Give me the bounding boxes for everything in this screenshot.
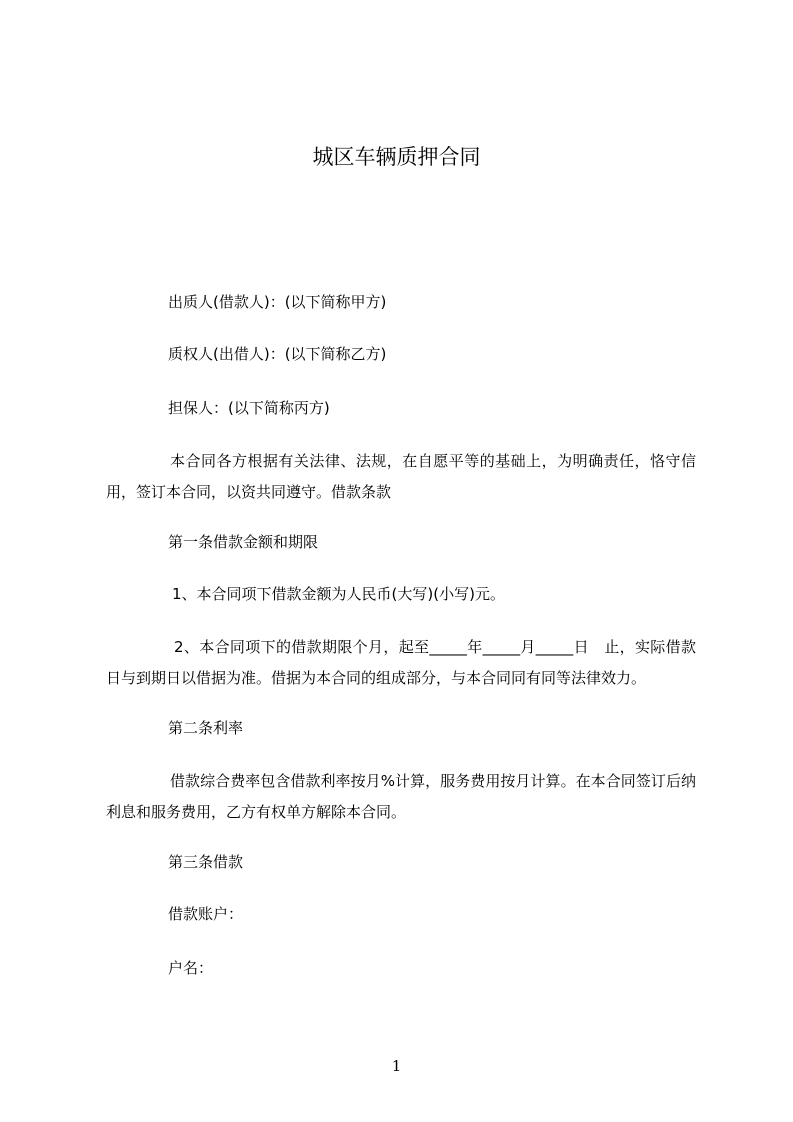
article1-item2: 2、本合同项下的借款期限个月，起至_____年_____月_____日 止，实际借款日与到期日以借据为准。借据为本合同的组成部分，与本合同同有同等法律效力。	[106, 638, 696, 687]
account-name-label: 户名：	[168, 959, 214, 977]
account-label: 借款账户：	[168, 905, 244, 923]
article1-heading: 第一条借款金额和期限	[168, 533, 319, 551]
guarantor-line: 担保人：(以下简称丙方)	[168, 399, 330, 417]
article1-item1: 1、本合同项下借款金额为人民币(大写)(小写)元。	[172, 585, 505, 603]
article2-heading: 第二条利率	[168, 719, 244, 737]
article2-paragraph: 借款综合费率包含借款利率按月%计算，服务费用按月计算。在本合同签订后纳利息和服务费用，乙方有权单方解除本合同。	[106, 772, 696, 821]
preamble-paragraph: 本合同各方根据有关法律、法规，在自愿平等的基础上，为明确责任，恪守信用，签订本合同，以资共同遵守。借款条款	[106, 452, 696, 501]
party-b-line: 质权人(出借人)：(以下简称乙方)	[168, 345, 387, 363]
page-number: 1	[391, 1057, 402, 1075]
article3-heading: 第三条借款	[168, 853, 244, 871]
party-a-line: 出质人(借款人)：(以下简称甲方)	[168, 293, 387, 311]
document-title: 城区车辆质押合同	[312, 145, 481, 169]
